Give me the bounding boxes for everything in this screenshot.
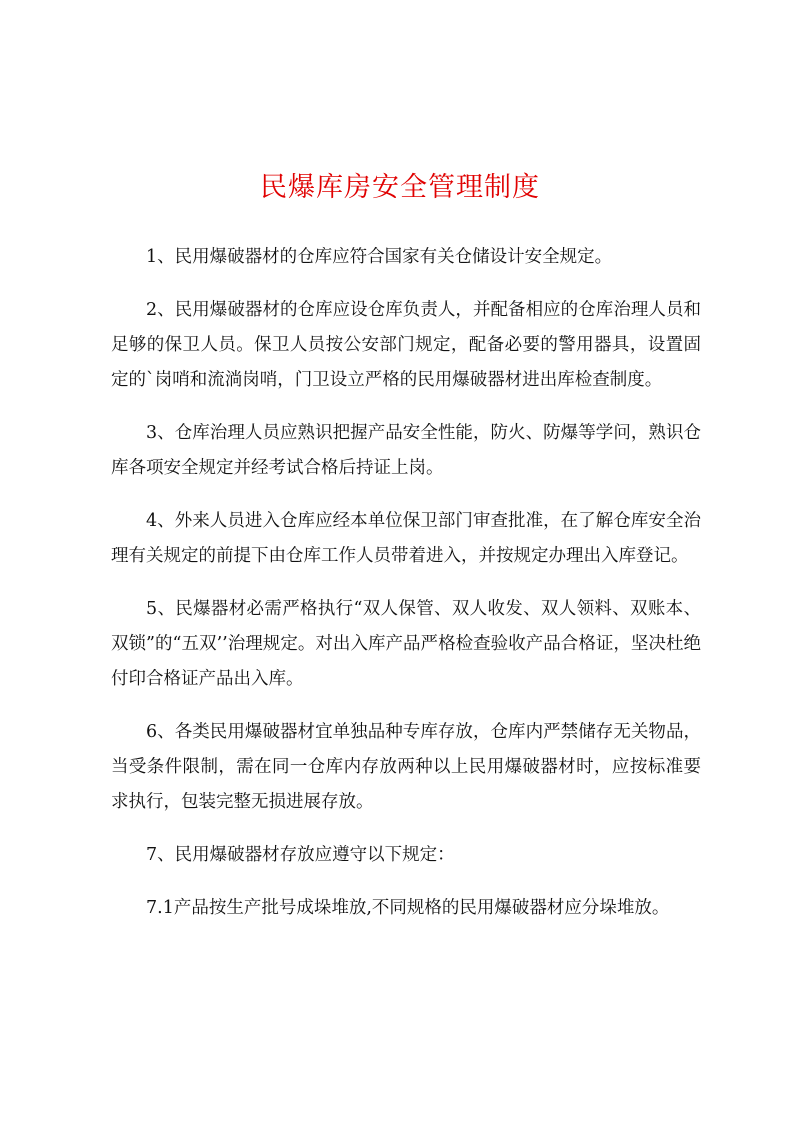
page-title: 民爆库房安全管理制度	[260, 172, 540, 203]
document-body	[111, 240, 701, 944]
paragraph-7: 7、民用爆破器材存放应遵守以下规定：	[146, 845, 455, 865]
paragraph-4: 4、外来人员进入仓库应经本单位保卫部门审查批准，在了解仓库安全治理有关规定的前提下由仓库工作人员带着进入，并按规定办理出入库登记。	[111, 511, 701, 566]
paragraph-1: 1、民用爆破器材的仓库应符合国家有关仓储设计安全规定。	[146, 247, 613, 267]
paragraph-6: 6、各类民用爆破器材宜单独品种专库存放，仓库内严禁储存无关物品，当受条件限制，需在同一仓库内存放两种以上民用爆破器材时，应按标准要求执行，包装完整无损进展存放。	[111, 722, 701, 812]
paragraph-7-1: 7.1产品按生产批号成垛堆放,不同规格的民用爆破器材应分垛堆放。	[146, 898, 670, 918]
paragraph-3: 3、仓库治理人员应熟识把握产品安全性能，防火、防爆等学问，熟识仓库各项安全规定并经考试合格后持证上岗。	[111, 423, 701, 478]
paragraph-5: 5、民爆器材必需严格执行“双人保管、双人收发、双人领料、双账本、双锁”的“五双’’治理规定。对出入库产品严格检查验收产品合格证，坚决杜绝付印合格证产品出入库。	[111, 599, 701, 689]
paragraph-2: 2、民用爆破器材的仓库应设仓库负责人，并配备相应的仓库治理人员和足够的保卫人员。保卫人员按公安部门规定，配备必要的警用器具，设置固定的`岗哨和流淌岗哨，门卫设立严格的民用爆破器材进出库检查制度。	[111, 300, 701, 390]
